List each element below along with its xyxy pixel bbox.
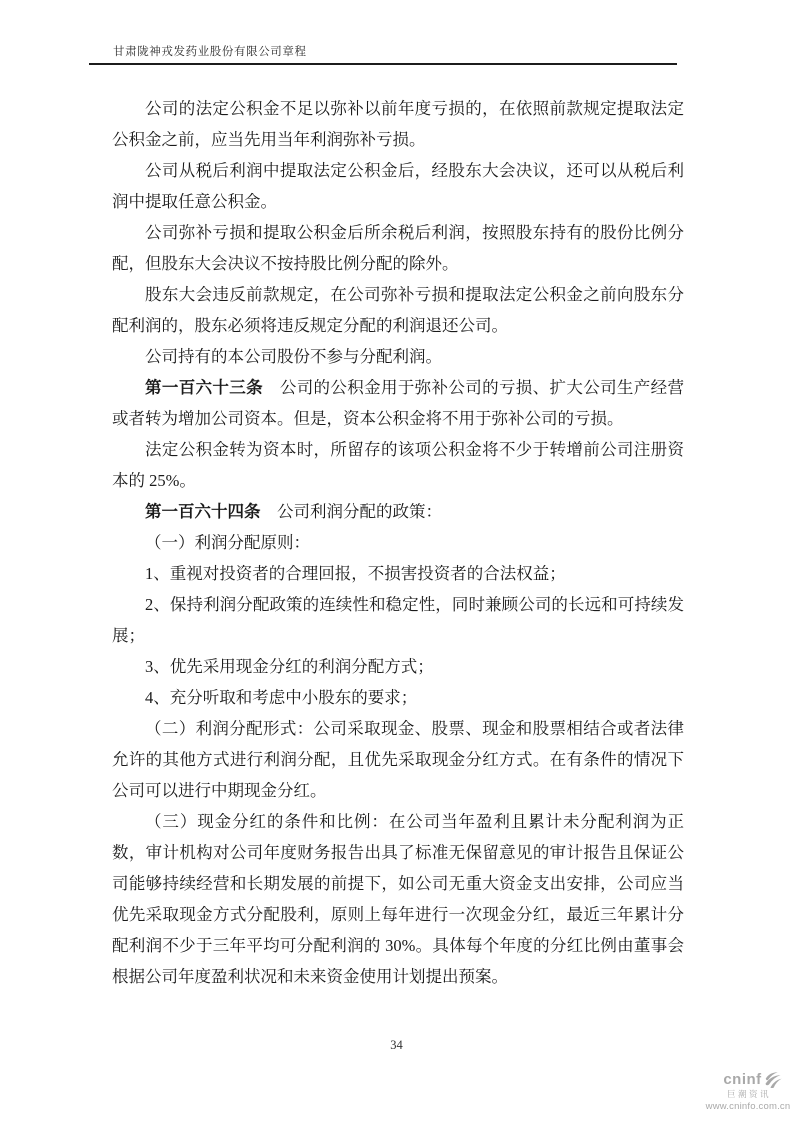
article-text: 公司的公积金用于弥补公司的亏损、扩大公司生产经营或者转为增加公司资本。但是，资本公积金将不用于弥补公司的亏损。 (112, 378, 685, 428)
cninfo-url: www.cninfo.com.cn (705, 1100, 791, 1112)
header-title: 甘肃陇神戎发药业股份有限公司章程 (113, 46, 307, 58)
paragraph: 公司弥补亏损和提取公积金后所余税后利润，按照股东持有的股份比例分配，但股东大会决议不按持股比例分配的除外。 (112, 223, 684, 273)
paragraph: 公司的法定公积金不足以弥补以前年度亏损的，在依照前款规定提取法定公积金之前，应当先用当年利润弥补亏损。 (112, 99, 684, 149)
paragraph: 1、重视对投资者的合理回报，不损害投资者的合法权益； (145, 564, 566, 583)
paragraph: 法定公积金转为资本时，所留存的该项公积金将不少于转增前公司注册资本的 25%。 (112, 440, 684, 490)
article-text: 公司利润分配的政策： (260, 502, 442, 521)
paragraph: 股东大会违反前款规定，在公司弥补亏损和提取法定公积金之前向股东分配利润的，股东必须将违反规定分配的利润退还公司。 (112, 285, 684, 335)
document-body (112, 93, 684, 992)
cninfo-brand-text: cninf (723, 1071, 762, 1088)
cninfo-chinese-name: 巨潮资讯 (726, 1089, 771, 1099)
article-number: 第一百六十三条 (145, 378, 263, 397)
paragraph: 2、保持利润分配政策的连续性和稳定性，同时兼顾公司的长远和可持续发展； (112, 595, 684, 645)
paragraph: 3、优先采用现金分红的利润分配方式； (145, 657, 434, 676)
paragraph: 公司持有的本公司股份不参与分配利润。 (145, 347, 442, 366)
paragraph-article-163 (112, 372, 684, 434)
cninfo-brand-row (723, 1071, 782, 1088)
cninfo-logo (705, 1071, 791, 1111)
paragraph: （一）利润分配原则： (145, 533, 310, 552)
paragraph: （三）现金分红的条件和比例：在公司当年盈利且累计未分配利润为正数，审计机构对公司年度财务报告出具了标准无保留意见的审计报告且保证公司能够持续经营和长期发展的前提下，如公司无重大资金支出安排，公司应当优先采取现金方式分配股利，原则上每年进行一次现金分红，最近三年累计分配利润不少于三年平均可分配利润的 30%。具体每个年度的分红比例由董事会根据公司年度盈利状况和未来资金使用计划提出预案。 (112, 812, 684, 986)
paragraph-article-164 (112, 496, 684, 527)
cninfo-swirl-icon (763, 1071, 783, 1088)
paragraph: 4、充分听取和考虑中小股东的要求； (145, 688, 418, 707)
page-header (89, 42, 677, 65)
article-number: 第一百六十四条 (145, 502, 261, 521)
paragraph: 公司从税后利润中提取法定公积金后，经股东大会决议，还可以从税后利润中提取任意公积金。 (112, 161, 684, 211)
paragraph: （二）利润分配形式：公司采取现金、股票、现金和股票相结合或者法律允许的其他方式进行利润分配，且优先采取现金分红方式。在有条件的情况下公司可以进行中期现金分红。 (112, 719, 684, 800)
page-number: 34 (390, 1038, 403, 1052)
